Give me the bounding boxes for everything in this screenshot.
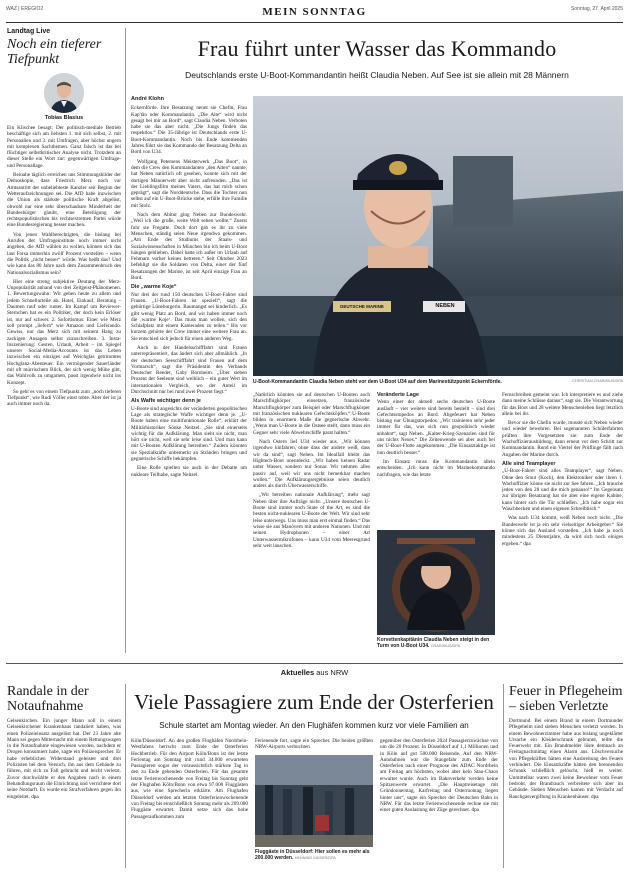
main-paragraph: Nach dem Abitur ging Neben zur Bundeswehr. „Weil ich die große, weite Welt sehen wollte.“ Zuerst fuhr sie Fregatte. Doch dort gab es ihr zu viele Menschen, ständig seien Neue irgendwo gekommen. „Am Ende des Studiums der Staats- und Sozialwissenschaften in München bin ich beim U-Boot hängen geblieben. Dabei hatte ich außer im Urlaub auf Fehmarn vorher keines betreten.“ Seit Oktober 2023 befehligt sie die Soldaten von Delta, einer der fünf Besatzungen der Marine, ist seit April einzige Frau an Bord. [131,212,247,282]
main-paragraph: „Wir betreiben nationale Aufklärung“, mehr sagt Neben über ihre Aufträge nicht. „Unsere deutschen U-Boote sind immer noch State of the Art, es sind die besten nicht-nuklearen U-Boote der Welt. Wir sind sehr leise unterwegs. Uns muss man erst einmal finden.“ Das wisse sie aus Manövern mit anderen Nationen. Und mit seinen Hydrophonen – einer Art Unterwassermikrofonen – kann U34 vom Meeresgrund sehr weit lauschen. [253,492,370,549]
main-column-4 [502,392,623,550]
main-column-3 [377,392,495,481]
main-paragraph: Auch in der Handelsschifffahrt sind Frauen unterrepräsentiert, das ändert sich aber allmählich. „In der deutschen Seeschifffahrt sind Frauen auf dem Vormarsch“, sagt die Präsidentin des Verbands Deutscher Reeder, Gaby Bornheim. „Über sieben Prozent der Seeleute sind weiblich – ein guter Wert im internationalen Vergleich, wo der Anteil im Durchschnitt nur bei rund zwei Prozent liegt.“ [131,344,247,396]
column-divider [503,684,504,868]
uniform-tab-label: DEUTSCHE MARINE [340,304,384,309]
nrw-left-text: Gelsenkirchen. Ein junger Mann soll in einem Gelsenkirchener Krankenhaus randaliert haben, was einen Polizeieinsatz ausgelöst hat. Der 23 Jahre alte Mann sei gegen Mitternacht mit einem Rettungswagen in die Notaufnahme eingewiesen worden, nachdem er Drogen konsumiert habe, sagte ein Polizeisprecher. Er habe erheblichen Widerstand geleistet und drei Polizisten bei dem Versuch, ihn aus dem Gebäude zu führen, mit sich zu Fall gebracht und leicht verletzt. Zuvor durchwühlte er den Angaben nach in einem Behandlungsraum die Einrichtung und verrichtete dort seine Notdurft. Es wurde ein Strafverfahren gegen ihn eingeleitet. dpa [7,718,121,800]
uniform-name-badge: NEBEN [435,303,455,309]
nrw-right-text: Dortmund. Bei einem Brand in einem Dortmunder Pflegeheim sind sieben Menschen verletzt worden. In einem Bewohnerzimmer habe aus bislang ungeklärter Ursache ein Kleiderschrank gebrannt, teilte die Feuerwehr mit. Ein Brandmelder löste demnach an Freitagnachmittag einen Alarm aus. Löschversuche von Pflegekräften hätten eine Ausbreitung des Feuers verhindert. Die Einsatzkräfte hätten den brennenden Schrank schließlich gelöscht, hieß es weiter. Unmittelbar waren zwei keine Bewohner vom Feuer bedroht, der Brandrauch verbreitete sich aber im Gebäude. Sieben Menschen kamen mit Verdacht auf Rauchgasvergiftung in Krankenhäuser. dpa [509,718,623,800]
main-subhead: Alle sind Teamplayer [502,460,556,467]
main-photo [253,96,623,376]
nrw-right-story [509,684,623,800]
issue-date: Sonntag, 27. April 2025 [571,6,623,12]
main-paragraph: Wenn einer der aktuell sechs deutschen U-Boote ausläuft – vier weitere sind bereits bestellt – sind drei Gefechtsstopedos an Bord. Abgefeuert hat Neben bislang nur Übungstorpedos. „Wir trainieren sehr jeder immer für das, was sich nun geopolitisch wieder anbahnt“, sagt Neben. „Kalter-Krieg-Szenarien sind für uns nichts Neues.“ Die Zeitenwende sei aber auch bei der U-Boot-Flotte angekommen: „Die Einsatztaktige ist nun deutlich besser.“ [377,399,495,456]
comment-column [7,28,121,411]
nrw-center-subheadline: Schule startet am Montag wieder. An den Flughäfen kommen kurz vor viele Familien an [159,721,469,730]
main-paragraph: Fernschreiben gemeint war. Ich interpretiere es und ziehe dann meine Schlüsse daraus“, sagt sie. Die Verantwortung für das Boot und 28 weitere Menschenleben liegt letztlich allein bei ihr. [502,392,623,417]
nrw-left-headline: Randale in der Notaufnahme [7,684,89,714]
brand-label: WAZ | EREGIO2 [6,6,44,12]
main-byline: André Klohn [131,96,164,102]
tower-photo-caption [377,637,495,649]
main-subhead: Veränderte Lage [377,392,419,398]
main-subheadline: Deutschlands erste U-Boot-Kommandantin heißt Claudia Neben. Auf See ist sie allein mit 28 Männern [185,70,569,80]
comment-paragraph: So geht es von einem Tiefpunkt zum „noch tieferen Tiefpunkt“, wie Rudi Völler einst tobte. Aber der ist ja auch immer noch da. [7,388,121,408]
nrw-center-column-1: Köln/Düsseldorf. An den großen Flughäfen Nordrhein-Westfalens herrscht zum Ende der Osterferien Hochbetrieb. Für den Airport Köln/Bonn ist der letzte Ferientag am Sonntag mit rund 34.000 erwarteten Passagieren sogar der voraussichtlich stärkste Tag in den zu Ende gehenden Osterferien. Für das gesamte letzte Ferienwochenende von Freitag bis Sonntag geht der Flughafen Köln/Bonn von etwa 97.000 Fluggästen aus, wie eine Sprecherin erklärte. Am Flughafen Düsseldorf werden am letzten Osterferienwochenende von Freitag bis einschließlich Sonntag mehr als 209.000 Fluggäste erwartet. Damit setze sich das hohe Passageraufkommen zum [131,738,248,820]
photo-credit: CHARISIUS/DPA [430,644,461,648]
main-paragraph: Eckernförde. Ihre Besatzung nennt sie Chefin, Frau Kap'tän oder Kommandantin. „Die Alte“ wird nicht gesagt bei mir an Bord“, sagt Claudia Neben. Verboten habe sie das aber nicht. „Die Jungs finden das respektlos.“ Die 35-Jährige ist Deutschlands erste U-Boot-Kommandantin. Noch bis Ende kommenden Jahres führt sie das Kommando der Besatzung Delta an Bord von U34. [131,105,247,156]
main-paragraph: „Natürlich könnten sie auf deutschen U-Booten auch Marschflugkörper einsetzen, französische Marschflugkörper zum Beispiel oder Marschflugkörper mit französischen nuklearen Gefechtsköpfen.“ U-Boote bilden in enormem Maße die gegnerische Abwehr. „Wenn man U-Boote in die Ostsee stellt, dann muss ein Gegner sehr viele Abwehrschiffe parat halten.“ [253,392,370,436]
main-subhead: Als Waffe wichtiger denn je [131,398,201,405]
airport-photo [255,755,373,847]
nrw-right-headline: Feuer in Pflegeheim – sieben Verletzte [509,684,623,714]
photo-caption-text: Fluggäste in Düsseldorf: Hier sollen es mehr als 200.000 werden. [255,849,370,861]
main-photo-caption [253,379,623,385]
main-paragraph: Bevor sie die Chefin wurde, musste sich Neben wieder und wieder bewehren. Bei sogenannten Schülerfahrten prüften ihre Vorgesetzten sie: zum Ende der Wachoffizierausbildung, dann erneut vor dem Schritt zur Kommandantin. Rund ein Viertel der Prüflinge fällt nach Angaben der Marine durch. [502,420,623,458]
nrw-label-bold: Aktuelles [280,668,315,677]
column-divider [125,684,126,868]
author-photo [44,73,84,113]
main-paragraph: Nur drei der rund 150 deutschen U-Boot-Fahrer sind Frauen. „U-Boot-Fahren ist speziell“, sagt die gebürtige Lüneburgerin. Raumangst sei hinderlich. „Es gibt wenig Platz an Bord, und wir haben immer noch die ‚warme Koje‘. Das muss man wollen, sich den Schlafplatz mit einem Kameraden zu teilen.“ Bis vor kurzem gehörte der Crew immer eine weitere Frau an. Sie entschied sich jedoch für einen anderen Weg. [131,291,247,342]
photo-credit: HENNING KAISER/DPA [294,856,336,860]
main-paragraph: Was nach U34 kommt, weiß Neben noch nicht. „Die Bundeswehr ist ja ein sehr vielseitiger Arbeitgeber.“ Sie könne sich das Ausland vorstellen. „Ich habe ja noch mindestens 25 Dienstjahre, da wird sich noch einiges ergeben.“ dpa [502,515,623,547]
comment-paragraph: Ein Klischee besagt: Der politisch-mediale Betrieb beschäftige sich am liebsten 1. mit sich selbst, 2. mit Personalien und 3. mit Umfragen, aber höchst ungern mit komplexen Sachthemen. Ganz falsch ist das bei flüchtiger selbstkritischer Analyse nicht. Trotzdem an dieser Stelle ein Wort zur: gegenwärtigen Umfrage- und Personallage. [7,125,121,169]
comment-kicker: Landtag Live [7,28,51,35]
main-headline: Frau führt unter Wasser das Kommando [197,36,557,61]
main-paragraph: Eine Rolle spielten sie auch in der Debatte um nukleare Teilhabe, sagte Neitzel. [131,465,247,478]
section-title: MEIN SONNTAG [262,6,367,18]
main-paragraph: Nach Ostern lief U34 wieder aus. „Wir können irgendwo hinfahren, ohne dass der andere weiß, dass wir da sind“, sagt Neben. Im Idealfall bleibt das Hightech-Boot unentdeckt. „Wir haben keinen Radar unter Wasser, sondern nur Sonar. Wir nehmen alles passiv auf, weil wir uns nicht bemerkbar machen wollen.“ Die Aufklärungsergebnisse seien deutlich anders als durch Überwasserschiffe. [253,439,370,490]
comment-headline: Noch ein tieferer Tiefpunkt [7,37,102,67]
main-paragraph: Wolfgang Petersens Meisterwerk „Das Boot“, in dem die Crew den Kommandanten „den Alten“ nannte, hat Neben natürlich oft gesehen, konnte sich mit der dortigen Männerwelt aber nicht anfreunden. „Das ist der Lieblingsfilm meines Vaters, das hat mich schon geprägt“, sagt die Norddeutsche. Dass die Tochter nun selbst auf ein U-Boot-Brücke stehe, erfülle ihre Familie mit Stolz. [131,158,247,209]
comment-paragraph: Hier eine streng subjektive Deutung der Merz-Unpopularität anhand von drei Zeitgeist-Phänomenen. 1. Bewertungswahn: Wir geben heute zu allem und jedem Schnellurteile ab. Hotel, Einkauf, Beratung – Daumen rauf oder runter. Im Kampf um Reviewer-Sternchen hat es ein Politiker, der doch kein Erlöser ist, nur auf schwer. 2. Sofortismus: Einer wie Merz soll prompt „liefern“ wie Amazon und Lieferando. Gewiss, nur das Merz sich mit seinem Hang zu zackigen Ansagen selbst zuzuschreiben. 3. Insta-Inszenierung: Gesten, Urlaub, Arbeit – im Spiegel unserer Social-Media-Accounts ist das Leben inzwischen ein einziges auf Weichglas getrimmtes Hochglanz-Abenteuer. Ein vermögender Sauerländer mit oft mürrischem Blick, der sich wenig Mühe gibt, das Wahlvolk zu umgarnen, passt irgendwie nicht ins Konzept. [7,278,121,386]
comment-body [7,125,121,408]
nrw-center-column-3: gegenüber den Osterferien 2024 Passagierzuwächse von um die 20 Prozent. In Düsseldorf auf 1,1 Millionen und in Köln auf gut 500.000 Reisende. Auf den NRW-Autobahnen war die Staugefahr zum Ende der Osterferien nach einer Prognose des ADAC Nordrhein am Freitag am höchsten, wobei aber kein Stau-Chaos erwartet wurde. Auch im Bahnverkehr werden keine Spitzenwerte erwartet. „Die Hauptreisetage mit Gründonnerstag, Karfreitag und Ostermontag liegen hinter uns“, sagte ein Sprecher der Deutschen Bahn in NRW. Für das letzte Ferienwochenende rechne sie mit einer guten Auslastung der Züge gerechnet. dpa [380,738,498,814]
main-paragraph: U-Boote sind angesichts der veränderten geopolitischen Lage als strategische Waffe wichtiger denn je. „U-Boote haben eine multifunktionale Rolle“, erklärt der Militärhistoriker Sönke Neitzel. „Sie sind einerseits wichtig für die Aufklärung. Man sieht sie nicht, man hört sie nicht, weil sie sehr leise sind. Und man kann mit U-Booten Aufklärung betreiben.“ Zudem könnten sie Spezialkräfte unbemerkt an Stränden bringen und gegnerische Schiffe bekämpfen. [131,405,247,463]
main-column-1 [131,96,247,481]
section-divider [6,663,623,664]
nrw-center-headline: Viele Passagiere zum Ende der Osterferien [134,690,494,714]
main-column-2 [253,392,370,552]
photo-caption-text: U-Boot-Kommandantin Claudia Neben steht vor dem U-Boot U34 auf dem Marinestützpunkt Eckernförde. [253,379,502,385]
column-divider [125,28,126,653]
submarine-tower-photo [377,530,495,635]
main-paragraph: Im Einsatz muss die Kommandantin allein entscheiden. „Ich kann nicht im Marinekommando nachfragen, wie das letzte [377,458,495,478]
comment-paragraph: Beinahe täglich erreichen uns Stimmungsbilder der Demoskopie, dass Friedrich Merz noch vor Amtsantritt der unbeliebteste Kanzler seit Beginn der Wetteraufzeichnungen sei. Die AfD habe inzwischen die Union als stärkste politische Kraft abgelöst, obwohl nur eine sehr überschaubare Minderheit der Bundesbürger glaubt, eine Beteiligung der rechtspopulistischen bis rechtsextremen Partei würde eine Bundesregierung besser machen. [7,172,121,229]
top-divider [6,22,623,23]
nrw-center-column-2: Ferienende fort, sagte ein Sprecher. Die beiden größten NRW-Airports verbuchten [255,738,373,751]
photo-credit: CHRISTIAN CHARISIUS/DPA [572,379,623,383]
comment-author: Tobias Blasius [44,115,84,121]
airport-photo-caption [255,849,373,861]
photo-caption-text: Korvettenkapitänin Claudia Neben steigt in den Turm von U-Boot U34. [377,637,490,649]
comment-paragraph: Von jenen Wahlberechtigten, die bislang bei Anrufen der Umfrageinstitute noch immer nicht angeben, die AfD wählen zu wollen, können sich das laut Forsa immerhin zwölf Prozent vorstellen – wenn die Politik „nicht besser“ würde. Was heißt das? Und wie kann das 80 Jahre nach dem Zusammenbruch des Nationalsozialismus sein? [7,231,121,276]
nrw-left-story [7,684,121,800]
main-paragraph: „U-Boot-Fahrer sind alles Teamplayer“, sagt Neben. Ohne den Smut (Koch), den Elektroniker oder ihren 1. Wachoffizier könne sie nicht zur See fahren. „Ich brauche jeden von den 28 und die mich genauso!“ Im Gegensatz zur übrigen Besatzung hat sie aber eine eigene Kabine, kann hinter sich die Tür schließen. „Ich habe sogar ein Waschbecken und einen eigenen Schreibtisch.“ [502,468,623,513]
main-subhead: Die „warme Koje“ [131,284,177,291]
nrw-label-rest: aus NRW [316,668,349,677]
nrw-section-label [0,668,629,677]
